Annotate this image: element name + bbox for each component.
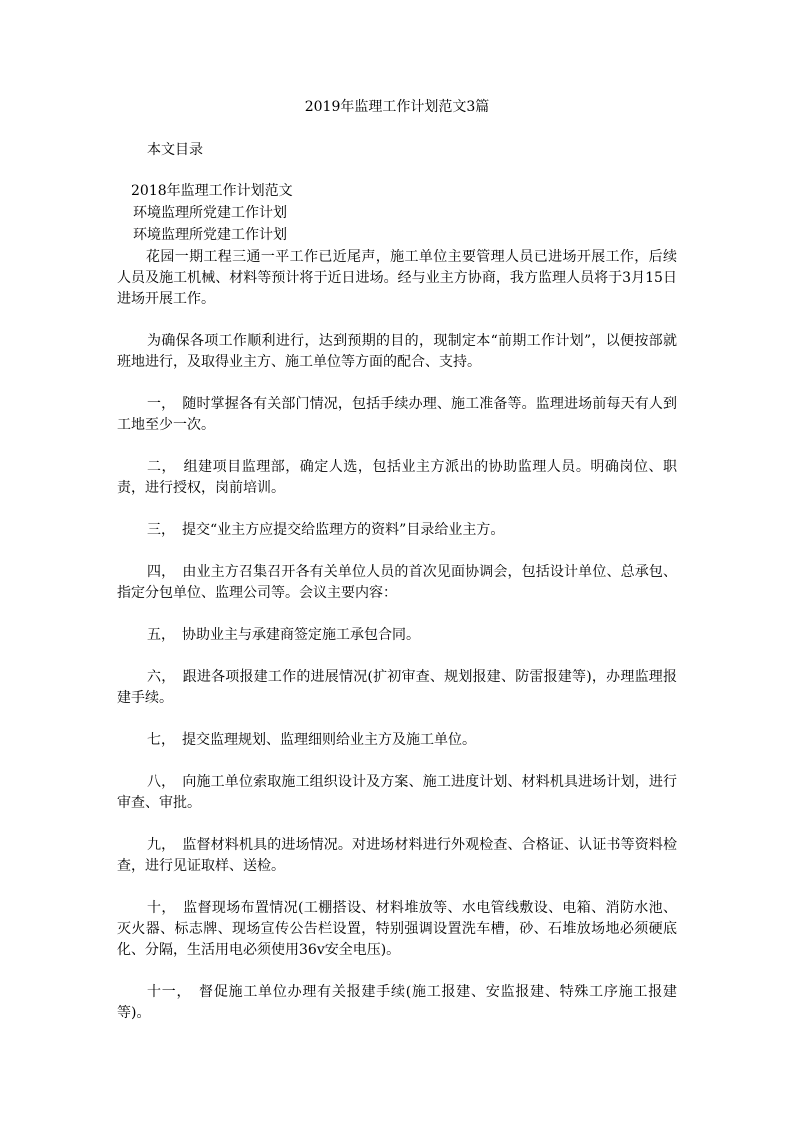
list-item: 一， 随时掌握各有关部门情况，包括手续办理、施工准备等。监理进场前每天有人到工地至少一次。 [117, 396, 677, 433]
list-item: 三， 提交“业主方应提交给监理方的资料”目录给业主方。 [147, 522, 505, 538]
paragraph: 花园一期工程三通一平工作已近尾声，施工单位主要管理人员已进场开展工作，后续人员及施工机械、材料等预计将于近日进场。经与业主方协商，我方监理人员将于3月15日进场开展工作。 [117, 249, 677, 307]
list-item: 八， 向施工单位索取施工组织设计及方案、施工进度计划、材料机具进场计划，进行审查、审批。 [117, 774, 677, 811]
list-item: 十一， 督促施工单位办理有关报建手续(施工报建、安监报建、特殊工序施工报建等)。 [117, 984, 677, 1021]
list-item: 十， 监督现场布置情况(工棚搭设、材料堆放等、水电管线敷设、电箱、消防水池、灭火器、标志牌、现场宣传公告栏设置，特别强调设置洗车槽，砂、石堆放场地必须硬底化、分隔，生活用电必须使用36v安全电压)。 [117, 900, 677, 958]
list-item: 六， 跟进各项报建工作的进展情况(扩初审查、规划报建、防雷报建等)，办理监理报建手续。 [117, 669, 677, 706]
document-body [117, 247, 677, 1024]
list-item: 二， 组建项目监理部，确定人选，包括业主方派出的协助监理人员。明确岗位、职责，进行授权，岗前培训。 [117, 459, 677, 496]
list-item: 五， 协助业主与承建商签定施工承包合同。 [147, 627, 420, 643]
list-item: 七， 提交监理规划、监理细则给业主方及施工单位。 [147, 732, 476, 748]
toc-heading: 本文目录 [147, 142, 203, 158]
toc-item[interactable]: 环境监理所党建工作计划 [133, 205, 287, 221]
list-item: 四， 由业主方召集召开各有关单位人员的首次见面协调会，包括设计单位、总承包、指定分包单位、监理公司等。会议主要内容： [117, 564, 677, 601]
document-title: 2019年监理工作计划范文3篇 [304, 99, 490, 115]
paragraph: 为确保各项工作顺利进行，达到预期的目的，现制定本“前期工作计划”，以便按部就班地进行，及取得业主方、施工单位等方面的配合、支持。 [117, 333, 677, 370]
toc-item[interactable]: 2018年监理工作计划范文 [131, 183, 293, 199]
toc-item[interactable]: 环境监理所党建工作计划 [133, 227, 287, 243]
table-of-contents [131, 180, 293, 246]
list-item: 九， 监督材料机具的进场情况。对进场材料进行外观检查、合格证、认证书等资料检查，进行见证取样、送检。 [117, 837, 677, 874]
